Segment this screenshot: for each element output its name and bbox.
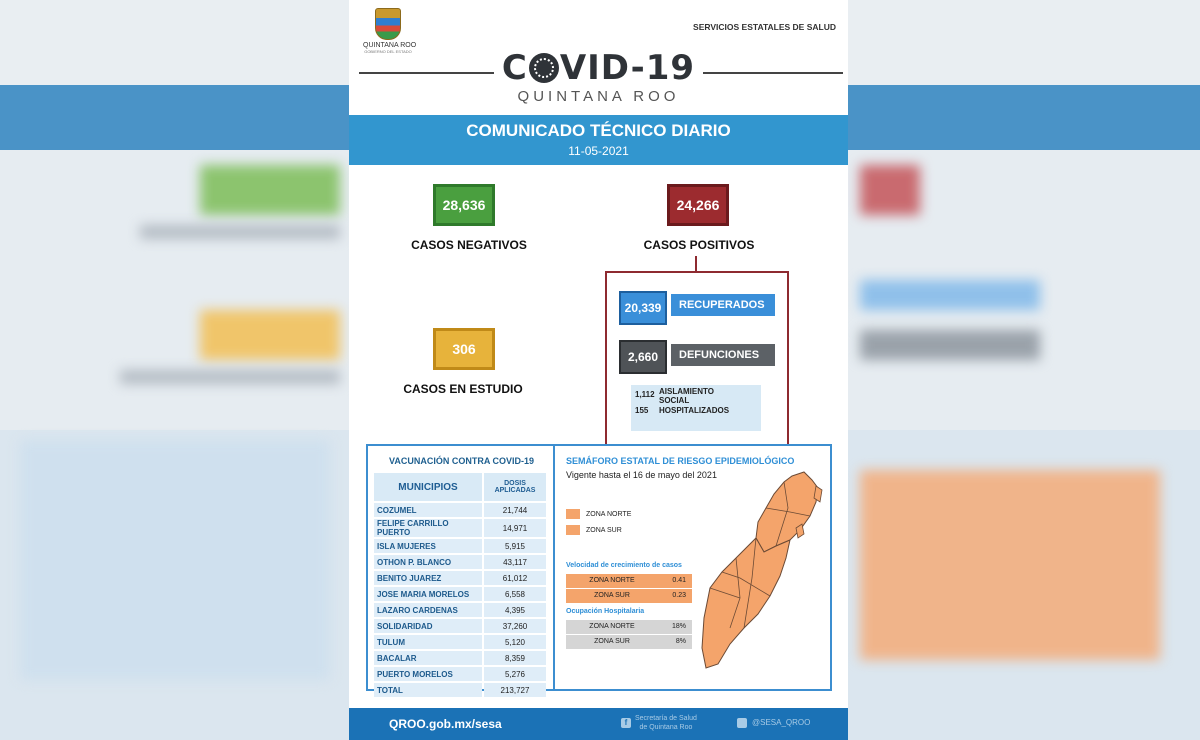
risk-traffic-light-title: SEMÁFORO ESTATAL DE RIESGO EPIDEMIOLÓGICO	[566, 456, 795, 466]
municipio-cell: PUERTO MORELOS	[374, 667, 482, 681]
report-banner	[349, 115, 848, 165]
covid-title: C VID-19	[501, 48, 696, 88]
dosis-cell: 14,971	[484, 519, 546, 537]
state-shield-icon	[375, 8, 401, 40]
municipio-cell: TOTAL	[374, 683, 482, 697]
covid-subtitle: QUINTANA ROO	[517, 88, 680, 105]
virus-icon	[529, 53, 559, 83]
isolation-label-1: AISLAMIENTO	[659, 387, 714, 396]
table-row	[374, 539, 546, 553]
panel-divider	[553, 446, 555, 689]
zona-norte-swatch	[566, 509, 580, 519]
dosis-cell: 5,915	[484, 539, 546, 553]
table-row	[374, 503, 546, 517]
services-label: SERVICIOS ESTATALES DE SALUD	[693, 22, 836, 32]
table-row: ZONA NORTE 0.41	[566, 574, 692, 588]
column-header-dosis: DOSIS APLICADAS	[484, 473, 546, 501]
table-row: ZONA SUR 8%	[566, 635, 692, 649]
dosis-cell: 4,395	[484, 603, 546, 617]
dosis-cell: 21,744	[484, 503, 546, 517]
deaths-label: DEFUNCIONES	[671, 344, 775, 366]
facebook-link[interactable]: Secretaría de Salud de Quintana Roo	[635, 715, 697, 731]
municipio-cell: BACALAR	[374, 651, 482, 665]
dosis-cell: 43,117	[484, 555, 546, 569]
municipio-cell: LAZARO CARDENAS	[374, 603, 482, 617]
hospital-occupancy-table	[566, 620, 692, 650]
table-row	[374, 603, 546, 617]
table-row	[374, 571, 546, 585]
table-row	[374, 587, 546, 601]
municipio-cell: COZUMEL	[374, 503, 482, 517]
report-date: 11-05-2021	[568, 144, 629, 158]
legend-zona-norte: ZONA NORTE	[566, 509, 631, 519]
negative-cases-value: 28,636	[433, 184, 495, 226]
municipio-cell: OTHON P. BLANCO	[374, 555, 482, 569]
zona-sur-swatch	[566, 525, 580, 535]
municipio-cell: BENITO JUAREZ	[374, 571, 482, 585]
hospitalized-label: HOSPITALIZADOS	[659, 406, 730, 415]
table-row	[374, 619, 546, 633]
logo-name: QUINTANA ROO	[363, 42, 417, 49]
bracket-stem	[695, 256, 697, 272]
isolation-value: 1,112	[635, 390, 655, 399]
hospital-occupancy-title: Ocupación Hospitalaria	[566, 608, 645, 615]
recovered-label: RECUPERADOS	[671, 294, 775, 316]
table-row	[374, 635, 546, 649]
dosis-cell: 6,558	[484, 587, 546, 601]
municipio-cell: JOSE MARIA MORELOS	[374, 587, 482, 601]
vaccination-table	[372, 471, 548, 699]
table-row	[374, 555, 546, 569]
dosis-cell: 8,359	[484, 651, 546, 665]
table-row	[374, 651, 546, 665]
covid-report-poster	[349, 0, 848, 740]
cases-under-study-label: CASOS EN ESTUDIO	[403, 382, 523, 396]
municipio-cell: ISLA MUJERES	[374, 539, 482, 553]
municipio-cell: FELIPE CARRILLO PUERTO	[374, 519, 482, 537]
table-row: ZONA NORTE 18%	[566, 620, 692, 634]
facebook-icon[interactable]: f	[621, 718, 631, 728]
risk-validity-date: Vigente hasta el 16 de mayo del 2021	[566, 470, 717, 480]
legend-zona-sur: ZONA SUR	[566, 525, 622, 535]
deaths-value: 2,660	[619, 340, 667, 374]
municipio-cell: TULUM	[374, 635, 482, 649]
municipio-cell: SOLIDARIDAD	[374, 619, 482, 633]
logo-subtitle: GOBIERNO DEL ESTADO	[364, 49, 412, 54]
dosis-cell: 5,120	[484, 635, 546, 649]
hospitalized-value: 155	[635, 406, 649, 415]
table-row	[374, 683, 546, 697]
cases-under-study-value: 306	[433, 328, 495, 370]
report-title: COMUNICADO TÉCNICO DIARIO	[466, 121, 731, 140]
twitter-icon[interactable]	[737, 718, 747, 728]
growth-speed-title: Velocidad de crecimiento de casos	[566, 562, 682, 569]
negative-cases-label: CASOS NEGATIVOS	[411, 238, 527, 252]
map-zona-sur	[702, 538, 790, 668]
footer	[349, 708, 848, 740]
table-row: ZONA SUR 0.23	[566, 589, 692, 603]
positive-cases-value: 24,266	[667, 184, 729, 226]
column-header-municipios: MUNICIPIOS	[374, 473, 482, 501]
quintana-roo-risk-map	[700, 468, 834, 673]
isolation-hospitalized-panel	[631, 385, 761, 431]
dosis-cell: 213,727	[484, 683, 546, 697]
growth-speed-table	[566, 574, 692, 604]
vaccination-title: VACUNACIÓN CONTRA COVID-19	[388, 456, 534, 466]
twitter-link[interactable]: @SESA_QROO	[752, 718, 811, 727]
isolation-label-2: SOCIAL	[659, 396, 690, 405]
recovered-value: 20,339	[619, 291, 667, 325]
table-row	[374, 667, 546, 681]
table-row	[374, 519, 546, 537]
dosis-cell: 5,276	[484, 667, 546, 681]
dosis-cell: 37,260	[484, 619, 546, 633]
positive-cases-label: CASOS POSITIVOS	[643, 238, 755, 252]
website-link[interactable]: QROO.gob.mx/sesa	[389, 717, 502, 731]
dosis-cell: 61,012	[484, 571, 546, 585]
vaccination-and-risk-panel	[366, 444, 832, 695]
